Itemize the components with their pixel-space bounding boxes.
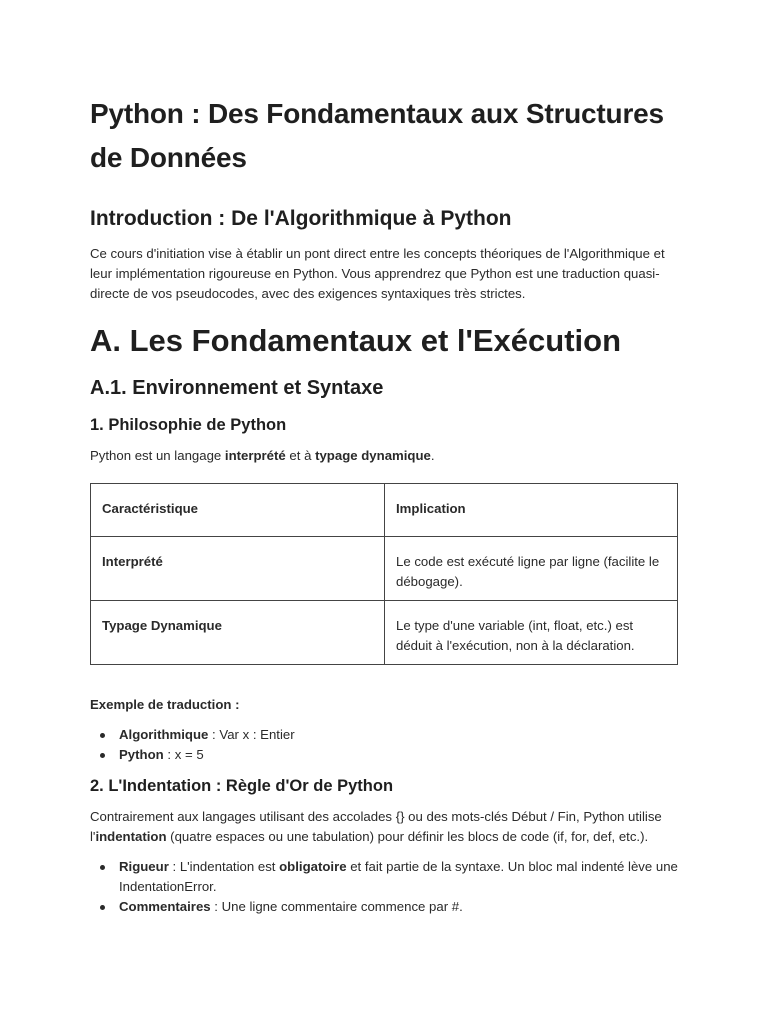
table-header-row: [91, 484, 678, 537]
indentation-heading: 2. L'Indentation : Règle d'Or de Python: [90, 777, 394, 795]
table-header-cell: Caractéristique: [91, 484, 385, 537]
list-item: Rigueur : L'indentation est obligatoire et fait partie de la syntaxe. Un bloc mal indenté lève une IndentationError.: [90, 857, 678, 897]
table-cell: Interprété: [91, 537, 385, 601]
philosophy-heading: 1. Philosophie de Python: [90, 416, 287, 434]
indentation-list: [90, 857, 678, 917]
table-row: [91, 537, 678, 601]
list-item: Commentaires : Une ligne commentaire commence par #.: [90, 897, 678, 917]
characteristics-table: [90, 483, 678, 665]
document-title: Python : Des Fondamentaux aux Structures de Données: [90, 98, 664, 173]
example-list: [90, 725, 678, 765]
intro-heading: Introduction : De l'Algorithmique à Python: [90, 207, 512, 230]
table-cell: Typage Dynamique: [91, 601, 385, 665]
indentation-paragraph: Contrairement aux langages utilisant des accolades {} ou des mots-clés Début / Fin, Python utilise l'indentation (quatre espaces ou une tabulation) pour définir les blocs de code (if, for, def, etc.).: [90, 809, 662, 844]
table-cell: Le code est exécuté ligne par ligne (facilite le débogage).: [385, 537, 678, 601]
list-item: Algorithmique : Var x : Entier: [90, 725, 678, 745]
bold-typage: typage dynamique: [315, 448, 431, 463]
example-label: Exemple de traduction :: [90, 697, 240, 712]
section-a-heading: A. Les Fondamentaux et l'Exécution: [90, 323, 622, 358]
intro-paragraph: Ce cours d'initiation vise à établir un pont direct entre les concepts théoriques de l'Algorithmique et leur implémentation rigoureuse en Python. Vous apprendrez que Python est une traduction quasi-directe de vos pseudocodes, avec des exigences syntaxiques très strictes.: [90, 246, 665, 301]
table-header-cell: Implication: [385, 484, 678, 537]
list-item: Python : x = 5: [90, 745, 678, 765]
table-row: [91, 601, 678, 665]
bold-interprete: interprété: [224, 448, 286, 463]
philosophy-paragraph: Python est un langage interprété et à typage dynamique.: [90, 448, 435, 463]
section-a1-heading: A.1. Environnement et Syntaxe: [90, 377, 384, 399]
table-cell: Le type d'une variable (int, float, etc.) est déduit à l'exécution, non à la déclaration.: [385, 601, 678, 665]
